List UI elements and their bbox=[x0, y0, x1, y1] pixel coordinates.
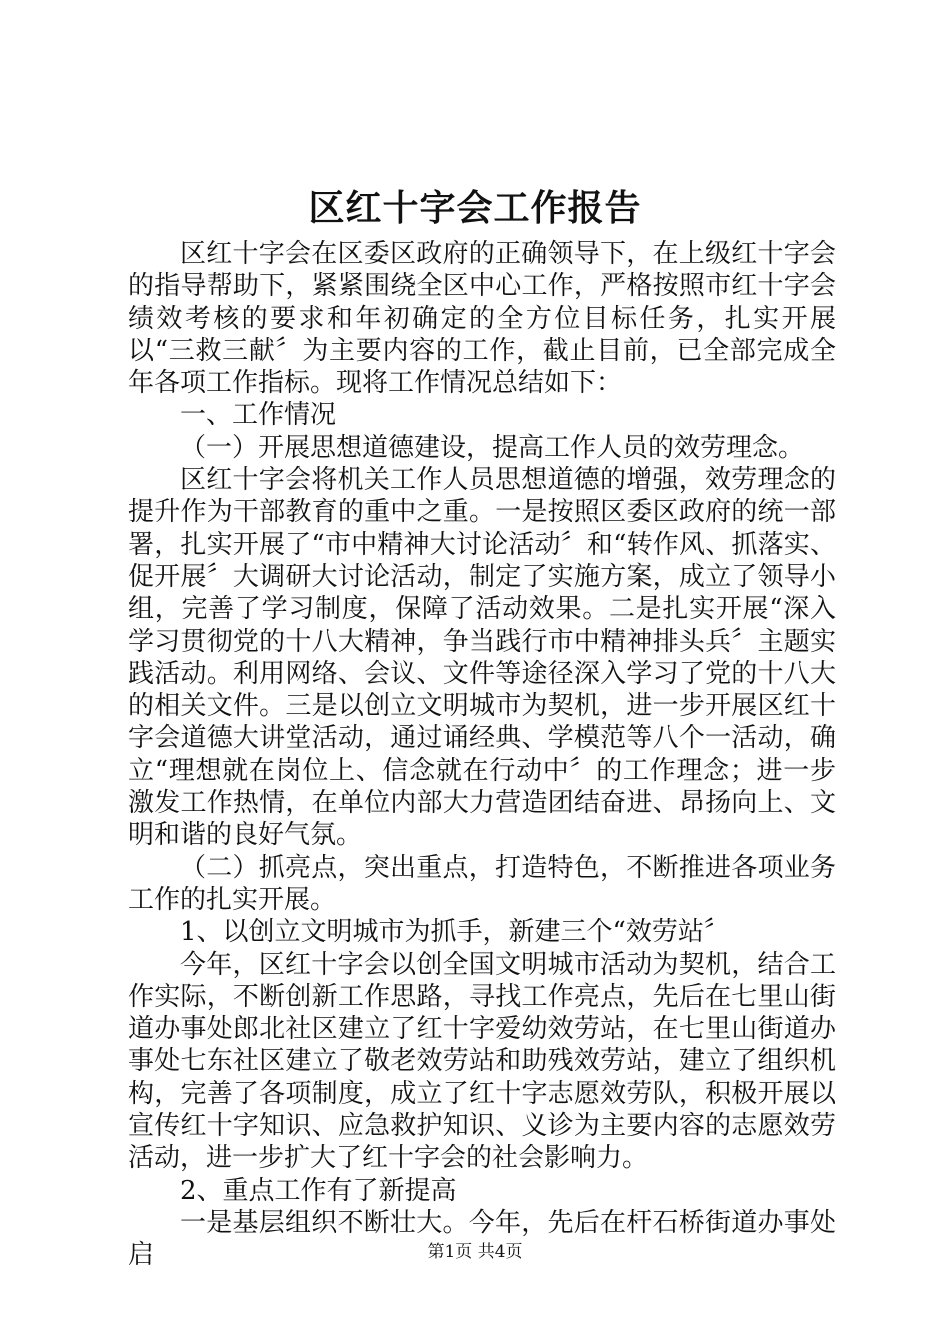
subsection-heading-highlights: （二）抓亮点，突出重点，打造特色，不断推进各项业务工作的扎实开展。 bbox=[128, 852, 836, 915]
section-heading-work-status: 一、工作情况 bbox=[180, 400, 337, 431]
page-indicator: 第1页 共4页 bbox=[427, 1242, 523, 1262]
paragraph-ideology: 区红十字会将机关工作人员思想道德的增强，效劳理念的提升作为干部教育的重中之重。一是按照区委区政府的统一部署，扎实开展了“市中精神大讨论活动〞和“转作风、抓落实、促开展〞大调研大讨论活动，制定了实施方案，成立了领导小组，完善了学习制度，保障了活动效果。二是扎实开展“深入学习贯彻党的十八大精神，争当践行市中精神排头兵〞主题实践活动。利用网络、会议、文件等途径深入学习了党的十八大的相关文件。三是以创立文明城市为契机，进一步开展区红十字会道德大讲堂活动，通过诵经典、学模范等八个一活动，确立“理想就在岗位上、信念就在行动中〞的工作理念；进一步激发工作热情，在单位内部大力营造团结奋进、昂扬向上、文明和谐的良好气氛。 bbox=[128, 465, 836, 851]
subsection-heading-ideology: （一）开展思想道德建设，提高工作人员的效劳理念。 bbox=[180, 432, 805, 463]
document-body bbox=[128, 238, 836, 1272]
paragraph-service-stations: 今年，区红十字会以创全国文明城市活动为契机，结合工作实际，不断创新工作思路，寻找工作亮点，先后在七里山街道办事处郎北社区建立了红十字爱幼效劳站，在七里山街道办事处七东社区建立了敬老效劳站和助残效劳站，建立了组织机构，完善了各项制度，成立了红十字志愿效劳队，积极开展以宣传红十字知识、应急救护知识、义诊为主要内容的志愿效劳活动，进一步扩大了红十字会的社会影响力。 bbox=[128, 949, 836, 1174]
page-title: 区红十字会工作报告 bbox=[308, 187, 642, 229]
paragraph-grassroots: 一是基层组织不断壮大。今年，先后在杆石桥街道办事处启 bbox=[128, 1207, 836, 1271]
item-heading-service-stations: 1、以创立文明城市为抓手，新建三个“效劳站〞 bbox=[180, 917, 730, 948]
paragraph-intro: 区红十字会在区委区政府的正确领导下，在上级红十字会的指导帮助下，紧紧围绕全区中心工作，严格按照市红十字会绩效考核的要求和年初确定的全方位目标任务，扎实开展以“三救三献〞为主要内容的工作，截止目前，已全部完成全年各项工作指标。现将工作情况总结如下： bbox=[128, 239, 836, 399]
item-heading-key-work: 2、重点工作有了新提高 bbox=[180, 1175, 457, 1206]
